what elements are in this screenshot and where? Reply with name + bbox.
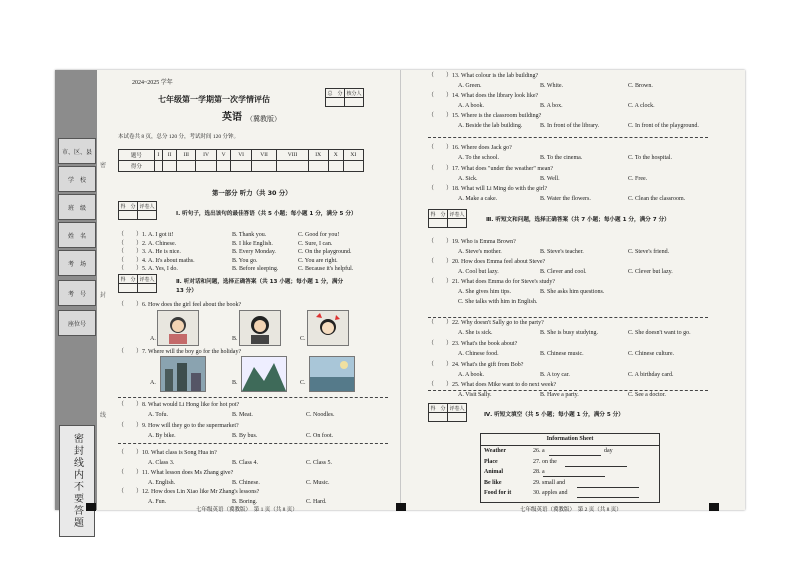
grade-score-cell[interactable]: [251, 161, 277, 172]
option-c: C. Hard.: [306, 499, 327, 505]
sheet-rule: [481, 445, 659, 446]
score-box-checker: 核分人: [346, 90, 362, 97]
option-b: B. Have a party.: [540, 392, 579, 398]
option-a: A. Tofu.: [148, 412, 168, 418]
option-c: C. She doesn't want to go.: [628, 330, 691, 336]
option-a: A. English.: [148, 480, 176, 486]
total-score-box: [325, 88, 364, 107]
question-text[interactable]: （ ）19. Who is Emma Brown?: [428, 239, 516, 245]
grader-score-label: 得 分: [120, 276, 136, 283]
option-b: B. Chinese music.: [540, 351, 584, 357]
grade-score-cell[interactable]: [163, 161, 177, 172]
checker-cell[interactable]: [345, 98, 364, 107]
info-value: 28. a: [533, 469, 545, 475]
info-key: Animal: [484, 469, 504, 475]
question-6: （ ）6. How does the girl feel about the book?: [118, 302, 242, 308]
option-b: B. She asks him questions.: [540, 289, 605, 295]
question-text[interactable]: （ ）24. What's the gift from Bob?: [428, 362, 524, 368]
label-seat: 座位号: [58, 310, 96, 336]
question-text[interactable]: （ ）25. What does Mike want to do next week?: [428, 382, 557, 388]
option-a: A. Visit Sally.: [458, 392, 492, 398]
info-value: 29. small and: [533, 479, 566, 486]
option-c: C. Free.: [628, 176, 648, 182]
label-class: 班 级: [58, 194, 96, 220]
option-a: A. She gives him tips.: [458, 289, 512, 295]
grade-score-cell[interactable]: [177, 161, 196, 172]
answer-blank[interactable]: [565, 466, 627, 467]
option-c: C. Brown.: [628, 83, 653, 89]
grade-score-cell[interactable]: [231, 161, 251, 172]
binding-strip: [55, 70, 97, 545]
section-2-title: Ⅱ. 听对话和问题，选择正确答案（共 13 小题；每小题 1 分，满分: [176, 279, 344, 285]
option-b: B. Chinese.: [232, 480, 260, 486]
question-text[interactable]: （ ）23. What's the book about?: [428, 341, 518, 347]
grade-score-cell[interactable]: [196, 161, 216, 172]
label-exam-room: 考 场: [58, 250, 96, 276]
grader-box: [118, 274, 157, 293]
beach-image[interactable]: [309, 356, 355, 392]
option-label: B.: [232, 380, 238, 386]
grade-header-cell: IX: [308, 150, 328, 161]
info-value: 27. on the: [533, 458, 557, 465]
option-a: A. She is sick.: [458, 330, 493, 336]
option-b: B. Meat.: [232, 412, 253, 418]
answer-blank[interactable]: [577, 487, 639, 488]
option-a: A. Class 3.: [148, 460, 175, 466]
exam-title: 七年级第一学期第一次学情评估: [158, 95, 270, 104]
information-sheet: [480, 433, 660, 503]
question-text[interactable]: （ ）13. What colour is the lab building?: [428, 73, 539, 79]
question-text[interactable]: （ ）9. How will they go to the supermarket?: [118, 423, 239, 429]
option-c: C. Music.: [306, 480, 330, 486]
grade-header-cell: X: [328, 150, 343, 161]
grader-score-label: 得 分: [430, 405, 446, 412]
grader-name-label: 评卷人: [449, 211, 465, 218]
option-b: B. Thank you.: [232, 232, 267, 238]
grade-header-cell: VI: [231, 150, 251, 161]
grader-name-cell[interactable]: [448, 413, 467, 422]
seal-line-text: 密封线内不要答题: [59, 425, 95, 537]
grader-score-label: 得 分: [430, 211, 446, 218]
option-b: B. Well.: [540, 176, 560, 182]
alignment-mark: [709, 503, 719, 511]
page-divider: [400, 70, 401, 510]
option-c: C. She talks with him in English.: [458, 299, 538, 305]
part-one-title: 第一部分 听力（共 30 分）: [212, 189, 292, 197]
grade-score-cell[interactable]: [308, 161, 328, 172]
option-b: B. By bus.: [232, 433, 258, 439]
question-text[interactable]: （ ）22. Why doesn't Sally go to the party?: [428, 320, 544, 326]
label-school: 学 校: [58, 166, 96, 192]
grade-header-cell: VIII: [277, 150, 308, 161]
option-a: A. Make a cake.: [458, 196, 498, 202]
grade-header-cell: I: [154, 150, 162, 161]
question-text[interactable]: （ ）16. Where does Jack go?: [428, 145, 512, 151]
girl-happy-image[interactable]: [157, 310, 199, 346]
question-text[interactable]: （ ）21. What does Emma do for Steve's study?: [428, 279, 556, 285]
option-a: A. A book.: [458, 103, 485, 109]
option-b: B. Class 4.: [232, 460, 259, 466]
question-text[interactable]: （ ）20. How does Emma feel about Steve?: [428, 259, 546, 265]
subject-title: 英语: [222, 112, 242, 123]
option-b: B. A box.: [540, 103, 563, 109]
option-b: B. In front of the library.: [540, 123, 600, 129]
information-sheet-title: Information Sheet: [546, 436, 594, 442]
section-2-title-cont: 13 分）: [176, 288, 197, 294]
city-image[interactable]: [160, 356, 206, 392]
option-c: C. You are right.: [298, 257, 338, 264]
option-c: C. A clock.: [628, 103, 655, 109]
grader-score-cell[interactable]: [429, 413, 448, 422]
alignment-mark: [86, 503, 96, 511]
grader-score-cell[interactable]: [429, 219, 448, 228]
grade-header-cell: XI: [343, 150, 363, 161]
section-3-title: Ⅲ. 听短文和问题，选择正确答案（共 7 小题；每小题 1 分，满分 7 分）: [486, 217, 670, 223]
option-label: C.: [300, 380, 306, 386]
question-text[interactable]: （ ）15. Where is the classroom building?: [428, 113, 542, 119]
grade-header-cell: V: [216, 150, 231, 161]
option-c: C. Class 5.: [306, 460, 333, 466]
option-a: A. It's about maths.: [148, 257, 195, 264]
grader-name-label: 评卷人: [139, 203, 155, 210]
option-a: A. Fun.: [148, 499, 167, 505]
option-c: C. Clever but lazy.: [628, 269, 673, 275]
option-a: A. To the school.: [458, 155, 499, 161]
option-c: C. To the hospital.: [628, 155, 672, 161]
divider-line: [118, 440, 388, 444]
option-c: C. Clean the classroom.: [628, 196, 686, 202]
option-b: B. Before sleeping.: [232, 266, 279, 273]
girl-bored-image[interactable]: [239, 310, 281, 346]
grade-table: [118, 149, 364, 172]
question-7: （ ）7. Where will the boy go for the holiday?: [118, 349, 242, 355]
option-b: B. A toy car.: [540, 372, 570, 378]
label-exam-number: 考 号: [58, 280, 96, 306]
grader-name-label: 评卷人: [139, 276, 155, 283]
option-b: B. Every Monday.: [232, 249, 276, 256]
cut-mark: 密: [100, 163, 107, 169]
exam-note: 本试卷共 8 页，总分 120 分，考试时间 120 分钟。: [118, 134, 240, 140]
option-label: A.: [150, 380, 156, 386]
grader-name-label: 评卷人: [449, 405, 465, 412]
answer-blank[interactable]: [549, 455, 601, 456]
grade-score-cell[interactable]: [343, 161, 363, 172]
option-a: A. Steve's mother.: [458, 249, 502, 255]
grade-header-cell: II: [163, 150, 177, 161]
grade-score-cell[interactable]: [154, 161, 162, 172]
option-a: A. I got it!: [148, 232, 174, 238]
option-c: C. On the playground.: [298, 249, 352, 256]
question-text[interactable]: （ ）8. What would Li Hong like for hot pot?: [118, 402, 240, 408]
divider-line: [428, 314, 708, 318]
option-b: B. Steve's teacher.: [540, 249, 584, 255]
info-value: 30. apples and: [533, 490, 568, 496]
label-name: 姓 名: [58, 222, 96, 248]
info-tail: day: [604, 448, 613, 454]
grader-name-cell[interactable]: [448, 219, 467, 228]
grader-box: [118, 201, 157, 220]
option-c: C. Chinese culture.: [628, 351, 674, 357]
option-c: C. Sure, I can.: [298, 240, 333, 247]
option-c: C. Steve's friend.: [628, 249, 670, 255]
footer-left: 七年级英语（冀教版） 第 1 页（共 8 页）: [196, 507, 298, 513]
grader-name-cell[interactable]: [138, 284, 157, 293]
question-number[interactable]: （ ）3.: [118, 249, 147, 256]
option-a: A. Yes, I do.: [148, 266, 178, 273]
question-number[interactable]: （ ）5.: [118, 266, 147, 273]
option-a: A. Cool but lazy.: [458, 269, 499, 275]
question-number[interactable]: （ ）2.: [118, 240, 147, 247]
answer-blank[interactable]: [577, 497, 639, 498]
option-c: C. See a doctor.: [628, 392, 666, 398]
question-text[interactable]: （ ）18. What will Li Ming do with the girl?: [428, 186, 548, 192]
option-a: A. A book.: [458, 372, 485, 378]
edition: （冀教版）: [246, 115, 281, 123]
option-a: A. By bike.: [148, 433, 176, 439]
option-c: C. A birthday card.: [628, 372, 674, 378]
grade-header-cell: IV: [196, 150, 216, 161]
option-c: C. Good for you!: [298, 232, 340, 238]
option-a: A. Chinese food.: [458, 351, 499, 357]
alignment-mark: [396, 503, 406, 511]
label-district: 市、区、县: [58, 138, 96, 164]
option-a: A. Green.: [458, 83, 482, 89]
grader-score-cell[interactable]: [119, 211, 138, 220]
grader-name-cell[interactable]: [138, 211, 157, 220]
option-c: C. Noodles.: [306, 412, 335, 418]
grade-header-cell: VII: [251, 150, 277, 161]
section-4-title: Ⅳ. 听短文填空（共 5 小题；每小题 1 分，满分 5 分）: [484, 412, 624, 418]
option-c: C. On foot.: [306, 433, 333, 439]
girl-angry-image[interactable]: [307, 310, 349, 346]
question-number[interactable]: （ ）1.: [118, 232, 147, 238]
grader-score-cell[interactable]: [119, 284, 138, 293]
question-text[interactable]: （ ）12. How does Lin Xiao like Mr Zhang's lessons?: [118, 489, 260, 495]
cut-mark: 封: [100, 293, 107, 299]
grade-score-cell[interactable]: [328, 161, 343, 172]
divider-line: [428, 134, 708, 138]
grade-score-cell[interactable]: [216, 161, 231, 172]
info-key: Food for it: [484, 490, 512, 496]
option-a: A. Sick.: [458, 176, 478, 182]
question-text[interactable]: （ ）10. What class is Song Hua in?: [118, 450, 217, 456]
info-value: 26. a: [533, 448, 545, 454]
option-a: A. He is nice.: [148, 249, 181, 256]
option-label: A.: [150, 336, 156, 342]
option-b: B. White.: [540, 83, 564, 89]
question-text[interactable]: （ ）14. What does the library look like?: [428, 93, 539, 99]
option-b: B. To the cinema.: [540, 155, 583, 161]
grade-header-cell: III: [177, 150, 196, 161]
answer-blank[interactable]: [543, 476, 605, 477]
school-year: 2024~2025 学年: [132, 80, 173, 86]
option-label: C.: [300, 336, 306, 342]
option-b: B. I like English.: [232, 240, 273, 247]
info-key: Weather: [484, 448, 506, 454]
info-key: Place: [484, 458, 498, 465]
option-a: A. Beside the lab building.: [458, 123, 523, 129]
question-text[interactable]: （ ）17. What does "under the weather" mean?: [428, 166, 554, 172]
footer-right: 七年级英语（冀教版） 第 2 页（共 8 页）: [520, 507, 622, 513]
mountain-image[interactable]: [241, 356, 287, 392]
grade-score-label: 得分: [119, 161, 155, 172]
option-b: B. Water the flowers.: [540, 196, 591, 202]
option-b: B. She is busy studying.: [540, 330, 599, 336]
star-marks: ★★: [65, 539, 76, 545]
divider-line: [118, 394, 388, 398]
section-1-title: Ⅰ. 听句子，选出该句的最佳答语（共 5 小题；每小题 1 分，满分 5 分）: [176, 211, 357, 217]
option-b: B. Clever and cool.: [540, 269, 587, 275]
question-number[interactable]: （ ）4.: [118, 257, 147, 264]
option-c: C. Because it's helpful.: [298, 266, 354, 273]
option-c: C. In front of the playground.: [628, 123, 699, 129]
grader-box: [428, 209, 467, 228]
score-box-total: 总 分: [327, 90, 343, 97]
grade-score-cell[interactable]: [277, 161, 308, 172]
option-b: B. Boring.: [232, 499, 258, 505]
info-key: Be like: [484, 479, 502, 486]
total-score-cell[interactable]: [326, 98, 345, 107]
cut-mark: 线: [100, 413, 107, 419]
grader-score-label: 得 分: [120, 203, 136, 210]
grade-header-label: 题号: [119, 150, 155, 161]
question-text[interactable]: （ ）11. What lesson does Ms Zhang give?: [118, 470, 234, 476]
option-a: A. Chinese.: [148, 240, 177, 247]
option-b: B. You go.: [232, 257, 258, 264]
grader-box: [428, 403, 467, 422]
option-label: B.: [232, 336, 238, 342]
